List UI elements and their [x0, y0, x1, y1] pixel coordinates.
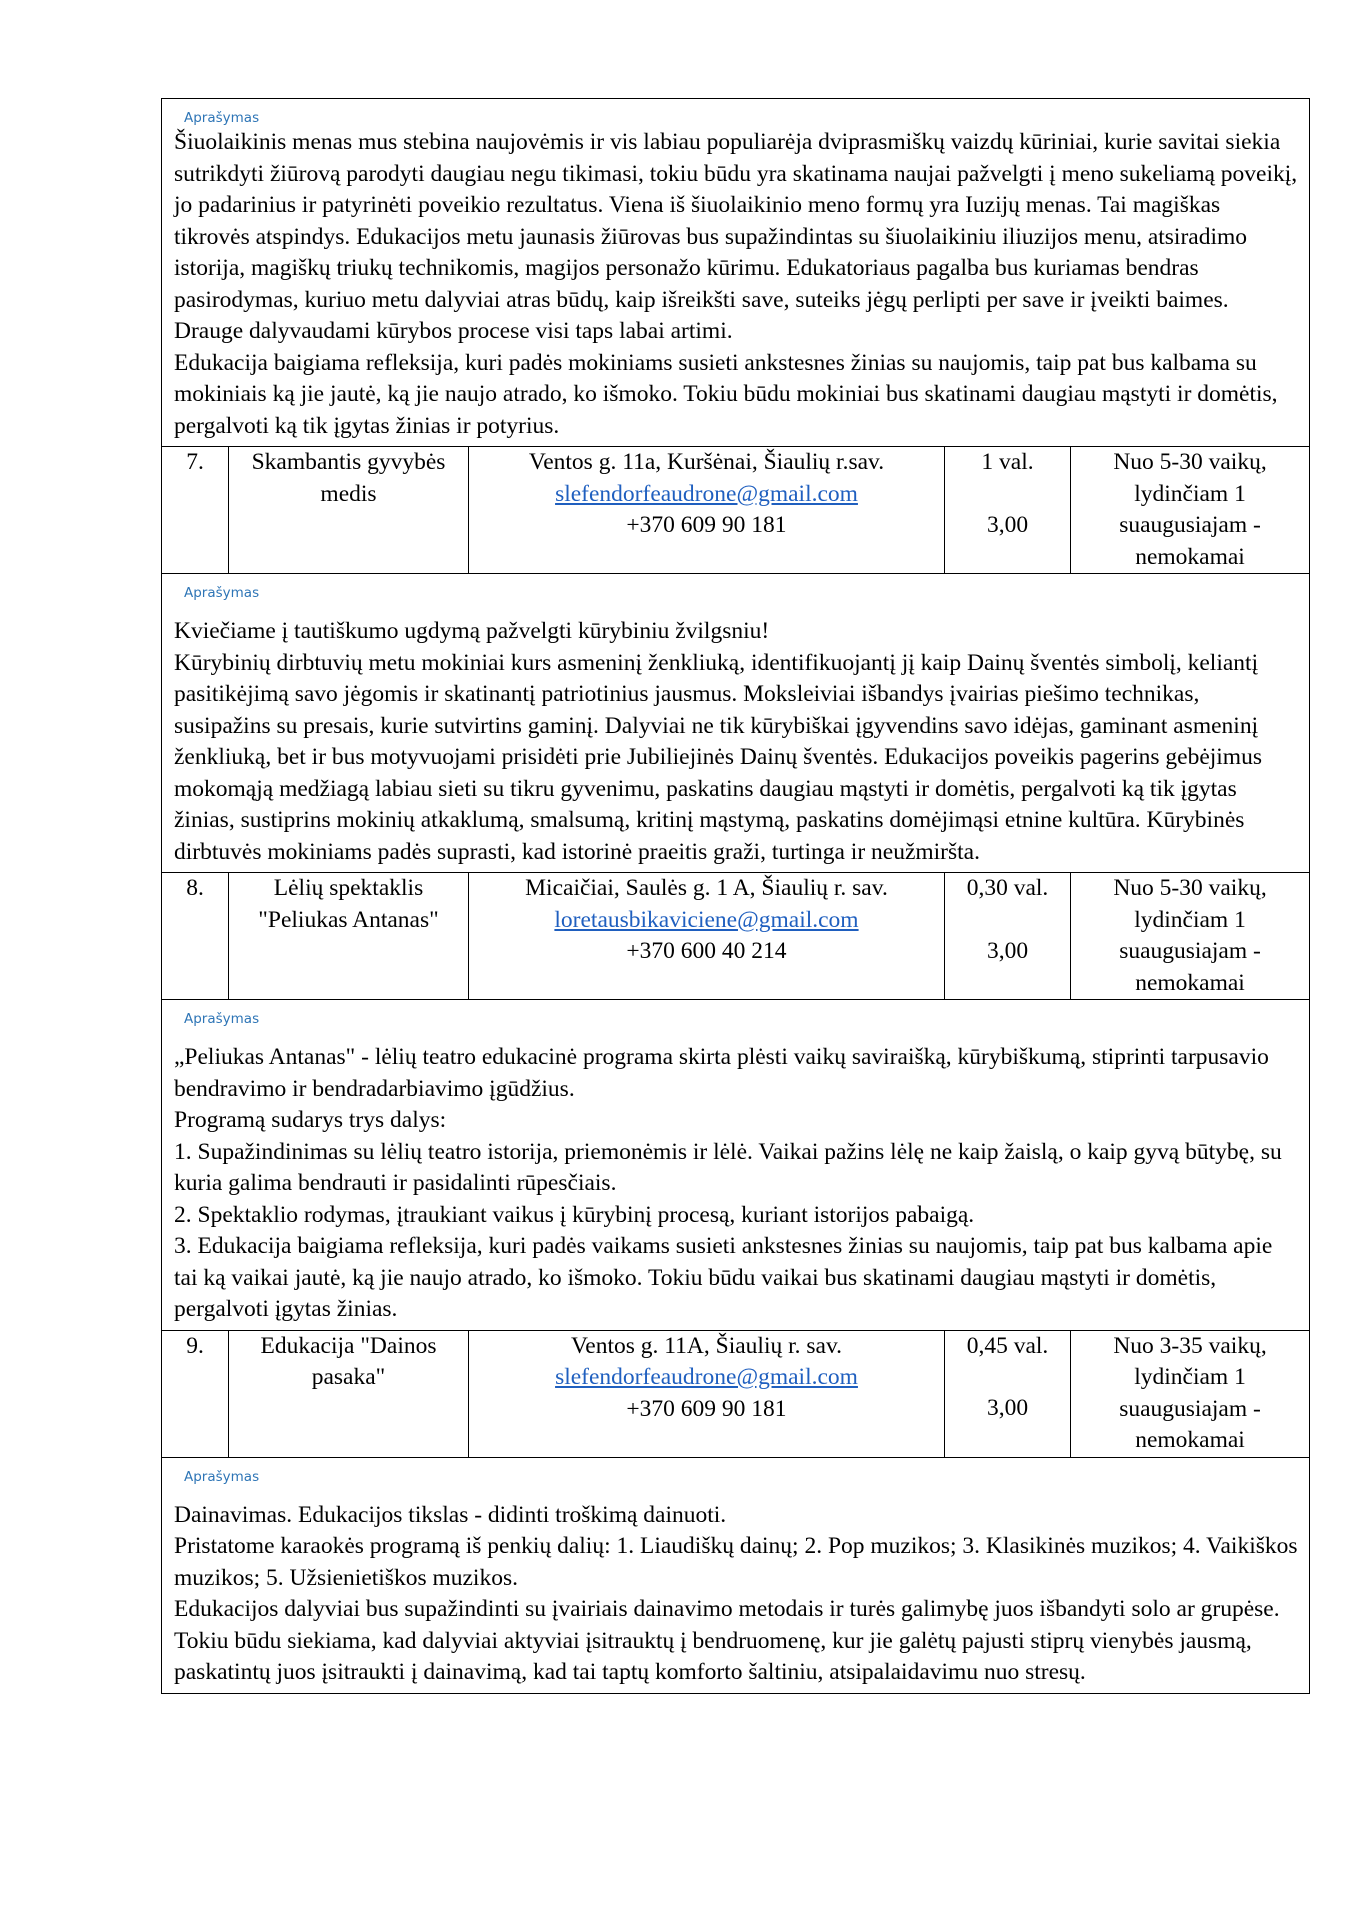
row-number: 8. — [162, 873, 229, 1000]
description-row — [162, 574, 1310, 873]
description-paragraph: 2. Spektaklio rodymas, įtraukiant vaikus į kūrybinį procesą, kuriant istorijos pabaigą. — [174, 1201, 975, 1228]
description-paragraph: Kviečiame į tautiškumo ugdymą pažvelgti kūrybiniu žvilgsniu! — [174, 618, 770, 644]
description-cell — [162, 1000, 1310, 1331]
contact-cell — [469, 873, 945, 1000]
description-paragraph: 1. Supažindinimas su lėlių teatro istorija, priemonėmis ir lėlė. Vaikai pažins lėlę ne kaip žaislą, o kaip gyvą būtybę, su kuria galima bendrauti ir pasidalinti rūpesčiais. — [174, 1138, 1282, 1196]
description-paragraph: „Peliukas Antanas" - lėlių teatro edukacinė programa skirta plėsti vaikų saviraišką, kūrybiškumą, stiprinti tarpusavio bendravimo ir bendradarbiavimo įgūdžius. — [174, 1044, 1269, 1102]
program-table — [161, 98, 1310, 1694]
price: 3,00 — [986, 937, 1029, 964]
duration-price-cell — [945, 1330, 1071, 1457]
program-name: Skambantis gyvybės medis — [229, 447, 469, 574]
row-number: 7. — [162, 447, 229, 574]
address: Ventos g. 11a, Kuršėnai, Šiaulių r.sav. — [528, 449, 885, 475]
description-text — [174, 1042, 1301, 1326]
description-paragraph: 3. Edukacija baigiama refleksija, kuri padės vaikams susieti ankstesnes žinias su naujomis, taip pat bus kalbama apie tai ką vaikai jautė, ką jie naujo atrado, ko išmoko. Tokiu būdu vaikai bus skatinami daugiau mąstyti ir domėtis, pergalvoti įgytas žinias. — [174, 1233, 1273, 1322]
description-label: Aprašymas — [184, 1468, 260, 1485]
description-label: Aprašymas — [184, 585, 260, 601]
description-cell — [162, 99, 1310, 447]
description-paragraph: Šiuolaikinis menas mus stebina naujovėmis ir vis labiau populiarėja dviprasmiškų vaizdų kūriniai, kurie savitai siekia sutrikdyti žiūrovą parodyti daugiau negu tikimasi, tokiu būdu yra skatinama naujai pažvelgti į meno sukeliamą poveikį, jo padarinius ir patyrinėti poveikio rezultatus. Viena iš šiuolaikinio meno formų yra Iuzijų menas. Tai magiškas tikrovės atspindys. Edukacijos metu jaunasis žiūrovas bus supažindintas su šiuolaikiniu iliuzijos menu, atsiradimo istorija, magiškų triukų technikomis, magijos personažo kūrimu. Edukatoriaus pagalba bus kuriamas bendras pasirodymas, kuriuo metu dalyviai atras būdų, kaip išreikšti save, suteiks jėgų perlipti per save ir įveikti baimes. Drauge dalyvaudami kūrybos procese visi taps labai artimi. — [174, 129, 1298, 344]
phone: +370 609 90 181 — [626, 512, 787, 538]
description-paragraph: Edukacijos dalyviai bus supažindinti su įvairiais dainavimo metodais ir turės galimybę juos išbandyti solo ar grupėse. Tokiu būdu siekiama, kad dalyviai aktyviai įsitrauktų į bendruomenę, kur jie galėtų pajusti stiprų vienybės jausmą, paskatintų juos įsitraukti į dainavimą, kad tai taptų komforto šaltiniu, atsipalaidavimu nuo stresų. — [174, 1596, 1280, 1685]
participants: Nuo 3-35 vaikų, lydinčiam 1 suaugusiajam - nemokamai — [1071, 1330, 1310, 1457]
description-paragraph: Edukacija baigiama refleksija, kuri padės mokiniams susieti ankstesnes žinias su naujomis, taip pat bus kalbama su mokiniais ką jie jautė, ką jie naujo atrado, ko išmoko. Tokiu būdu mokiniai bus skatinami daugiau mąstyti ir domėtis, pergalvoti ką tik įgytas žinias ir potyrius. — [174, 349, 1278, 439]
phone: +370 600 40 214 — [626, 938, 787, 964]
description-cell — [162, 574, 1310, 873]
duration-price-cell — [945, 447, 1071, 574]
program-name: Lėlių spektaklis "Peliukas Antanas" — [229, 873, 469, 1000]
description-text — [174, 127, 1301, 442]
duration-price-cell — [945, 873, 1071, 1000]
phone: +370 609 90 181 — [626, 1395, 787, 1422]
participants: Nuo 5-30 vaikų, lydinčiam 1 suaugusiajam - nemokamai — [1071, 873, 1310, 1000]
description-label: Aprašymas — [184, 110, 260, 126]
price: 3,00 — [986, 511, 1029, 538]
description-cell — [162, 1457, 1310, 1693]
email-link[interactable]: loretausbikaviciene@gmail.com — [554, 906, 859, 933]
description-paragraph: Kūrybinių dirbtuvių metu mokiniai kurs asmeninį ženkliuką, identifikuojantį jį kaip Dainų šventės simbolį, keliantį pasitikėjimą savo jėgomis ir skatinantį patriotinius jausmus. Moksleiviai išbandys įvairias piešimo technikas, susipažins su presais, kurie sutvirtins gaminį. Dalyviai ne tik kūrybiškai įgyvendins savo idėjas, gaminant asmeninį ženkliuką, bet ir bus motyvuojami prisidėti prie Jubiliejinės Dainų šventės. Edukacijos poveikis pagerins gebėjimus mokomąją medžiagą labiau sieti su tikru gyvenimu, paskatins daugiau mąstyti ir domėtis, pergalvoti ką tik įgytas žinias, sustiprins mokinių atkaklumą, smalsumą, kritinį mąstymą, paskatins domėjimąsi etnine kultūra. Kūrybinės dirbtuvės mokiniams padės suprasti, kad istorinė praeitis graži, turtinga ir neužmiršta. — [174, 649, 1262, 865]
address: Ventos g. 11A, Šiaulių r. sav. — [570, 1332, 843, 1359]
duration: 0,45 val. — [966, 1332, 1049, 1359]
email-link[interactable]: slefendorfeaudrone@gmail.com — [555, 1364, 858, 1390]
program-row-9 — [162, 1330, 1310, 1457]
description-row — [162, 99, 1310, 447]
description-paragraph: Programą sudarys trys dalys: — [174, 1107, 447, 1133]
description-row — [162, 1457, 1310, 1693]
contact-cell — [469, 447, 945, 574]
price: 3,00 — [986, 1395, 1029, 1421]
description-row — [162, 1000, 1310, 1331]
program-name: Edukacija "Dainos pasaka" — [229, 1330, 469, 1457]
contact-cell — [469, 1330, 945, 1457]
program-row-7 — [162, 447, 1310, 574]
description-text — [174, 616, 1301, 868]
description-paragraph: Pristatome karaokės programą iš penkių dalių: 1. Liaudiškų dainų; 2. Pop muzikos; 3. Klasikinės muzikos; 4. Vaikiškos muzikos; 5. Užsienietiškos muzikos. — [174, 1533, 1298, 1591]
duration: 0,30 val. — [966, 875, 1049, 901]
address: Micaičiai, Saulės g. 1 A, Šiaulių r. sav. — [525, 875, 888, 901]
participants: Nuo 5-30 vaikų, lydinčiam 1 suaugusiajam - nemokamai — [1071, 447, 1310, 574]
email-link[interactable]: slefendorfeaudrone@gmail.com — [555, 480, 858, 507]
row-number: 9. — [162, 1330, 229, 1457]
duration: 1 val. — [981, 449, 1034, 475]
description-text — [174, 1500, 1301, 1689]
description-paragraph: Dainavimas. Edukacijos tikslas - didinti troškimą dainuoti. — [174, 1501, 727, 1528]
description-label: Aprašymas — [184, 1011, 260, 1027]
program-row-8 — [162, 873, 1310, 1000]
